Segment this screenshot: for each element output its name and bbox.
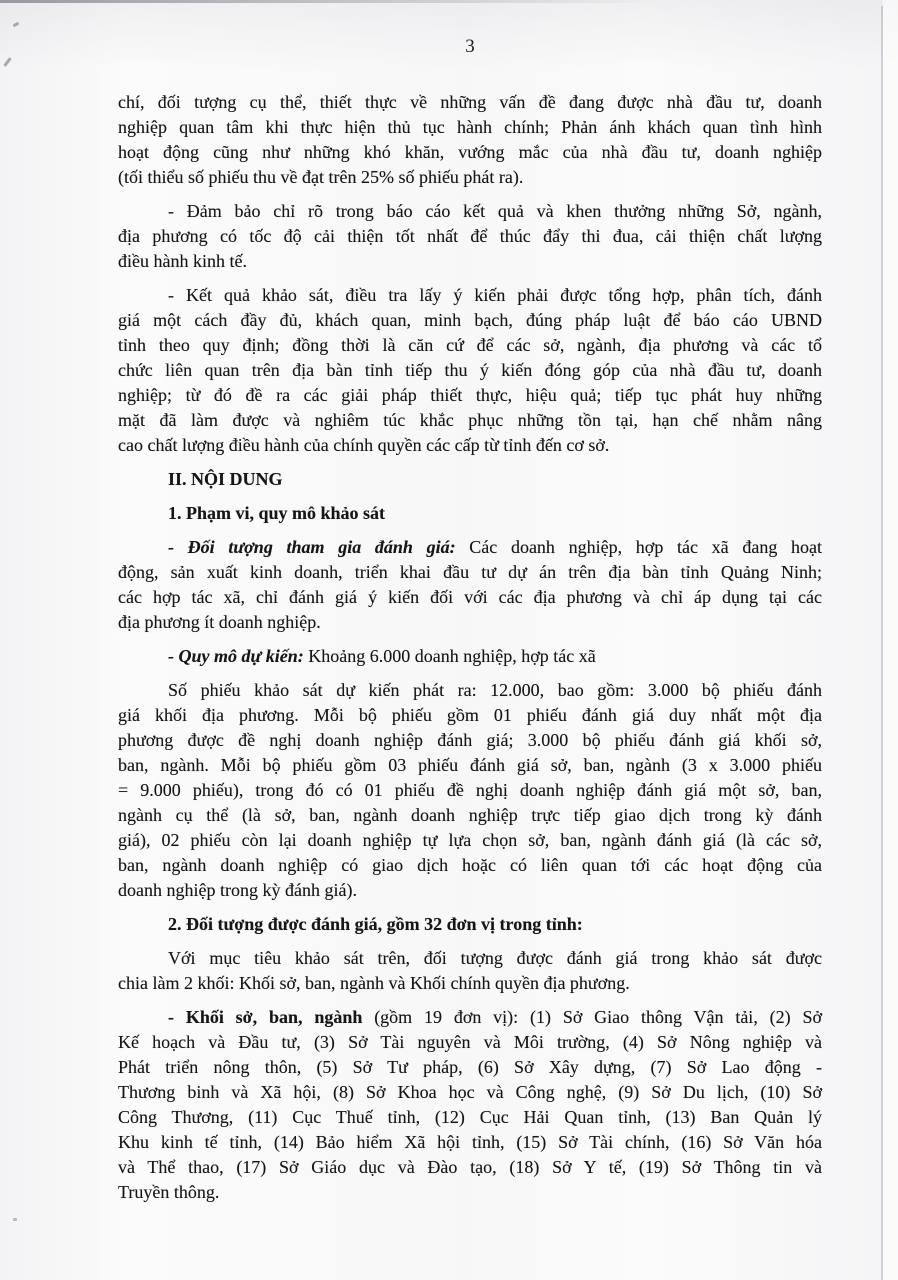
text-segment: - Quy mô dự kiến: [168, 646, 304, 666]
text-line [118, 803, 822, 828]
text-segment: chức liên quan trên địa bàn tỉnh tiếp thu ý kiến đóng góp của nhà đầu tư, doanh [118, 360, 822, 380]
text-line [118, 703, 822, 728]
text-line [118, 165, 822, 190]
text-segment: giá), 02 phiếu còn lại doanh nghiệp tự lựa chọn sở, ban, ngành đánh giá (là các sở, [118, 830, 822, 850]
text-segment: Công Thương, (11) Cục Thuế tỉnh, (12) Cục Hải Quan tỉnh, (13) Ban Quản lý [118, 1107, 822, 1127]
text-line [118, 433, 822, 458]
text-line [118, 753, 822, 778]
text-segment: tỉnh theo quy định; đồng thời là căn cứ để các sở, ngành, địa phương và các tổ [118, 335, 822, 355]
paragraph [118, 946, 822, 996]
scan-fold-line [881, 6, 883, 1280]
text-segment: và Thể thao, (17) Sở Giáo dục và Đào tạo, (18) Sở Y tế, (19) Sở Thông tin và [118, 1157, 822, 1177]
text-line [118, 408, 822, 433]
paragraph [118, 644, 822, 669]
document-body [118, 90, 822, 1214]
text-line [118, 140, 822, 165]
text-line [118, 501, 822, 526]
text-segment: Truyền thông. [118, 1182, 220, 1202]
text-line [118, 971, 822, 996]
text-segment: Thương binh và Xã hội, (8) Sở Khoa học và Công nghệ, (9) Sở Du lịch, (10) Sở [118, 1082, 822, 1102]
section-heading [118, 467, 822, 492]
text-segment: Với mục tiêu khảo sát trên, đối tượng được đánh giá trong khảo sát được [168, 948, 822, 968]
text-segment: - Đảm bảo chỉ rõ trong báo cáo kết quả và khen thưởng những Sở, ngành, [168, 201, 822, 221]
scan-speck [13, 22, 20, 27]
text-line [118, 1030, 822, 1055]
text-line [118, 333, 822, 358]
text-segment: Số phiếu khảo sát dự kiến phát ra: 12.000, bao gồm: 3.000 bộ phiếu đánh [168, 680, 822, 700]
text-segment: mặt đã làm được và nghiêm túc khắc phục những tồn tại, hạn chế nhằm nâng [118, 410, 822, 430]
text-line [118, 283, 822, 308]
text-segment: phương được đề nghị doanh nghiệp đánh giá; 3.000 bộ phiếu đánh giá khối sở, [118, 730, 822, 750]
text-segment: 1. Phạm vi, quy mô khảo sát [168, 503, 386, 523]
text-line [118, 90, 822, 115]
text-segment: (gồm 19 đơn vị): (1) Sở Giao thông Vận tải, (2) Sở [362, 1007, 822, 1027]
text-segment: ban, ngành. Mỗi bộ phiếu gồm 03 phiếu đánh giá sở, ban, ngành (3 x 3.000 phiếu [118, 755, 822, 775]
text-segment: (tối thiểu số phiếu thu về đạt trên 25% số phiếu phát ra). [118, 167, 524, 187]
paragraph [118, 90, 822, 190]
section-heading [118, 912, 822, 937]
paragraph [118, 199, 822, 274]
section-heading [118, 501, 822, 526]
text-segment: các hợp tác xã, chỉ đánh giá ý kiến đối với các địa phương và chỉ áp dụng tại các [118, 587, 822, 607]
text-line [118, 585, 822, 610]
text-line [118, 308, 822, 333]
text-segment: Kế hoạch và Đầu tư, (3) Sở Tài nguyên và Môi trường, (4) Sở Nông nghiệp và [118, 1032, 822, 1052]
text-line [118, 535, 822, 560]
text-line [118, 224, 822, 249]
text-line [118, 560, 822, 585]
text-segment: nghiệp quan tâm khi thực hiện thủ tục hành chính; Phản ánh khách quan tình hình [118, 117, 822, 137]
scan-top-edge-line [0, 0, 660, 3]
text-segment: Khoảng 6.000 doanh nghiệp, hợp tác xã [303, 646, 596, 666]
text-segment: giá một cách đầy đủ, khách quan, minh bạch, đúng pháp luật để báo cáo UBND [118, 310, 822, 330]
text-segment: địa phương ít doanh nghiệp. [118, 612, 321, 632]
text-line [118, 199, 822, 224]
text-segment: ban, ngành doanh nghiệp có giao dịch hoặc có liên quan tới các hoạt động của [118, 855, 822, 875]
text-segment: - Kết quả khảo sát, điều tra lấy ý kiến phải được tổng hợp, phân tích, đánh [168, 285, 822, 305]
text-segment: 2. Đối tượng được đánh giá, gồm 32 đơn vị trong tỉnh: [168, 914, 583, 934]
paragraph [118, 1005, 822, 1205]
text-line [118, 828, 822, 853]
paragraph [118, 678, 822, 903]
text-segment: hoạt động cũng như những khó khăn, vướng mắc của nhà đầu tư, doanh nghiệp [118, 142, 822, 162]
text-line [118, 1105, 822, 1130]
text-line [118, 946, 822, 971]
text-line [118, 878, 822, 903]
text-segment: giá khối địa phương. Mỗi bộ phiếu gồm 01 phiếu đánh giá duy nhất một địa [118, 705, 822, 725]
text-segment: chí, đối tượng cụ thể, thiết thực về những vấn đề đang được nhà đầu tư, doanh [118, 92, 822, 112]
text-segment: điều hành kinh tế. [118, 251, 247, 271]
text-line [118, 467, 822, 492]
text-line [118, 383, 822, 408]
text-line [118, 1055, 822, 1080]
text-segment: ngành cụ thể (là sở, ban, ngành doanh nghiệp trực tiếp giao dịch trong kỳ đánh [118, 805, 822, 825]
text-line [118, 853, 822, 878]
text-line [118, 1180, 822, 1205]
text-line [118, 610, 822, 635]
text-segment: - Đối tượng tham gia đánh giá: [168, 537, 456, 557]
text-line [118, 778, 822, 803]
paragraph [118, 283, 822, 458]
page-number: 3 [465, 36, 475, 57]
text-segment: - Khối sở, ban, ngành [168, 1007, 363, 1027]
text-segment: động, sản xuất kinh doanh, triển khai đầu tư dự án trên địa bàn tỉnh Quảng Ninh; [118, 562, 822, 582]
text-segment: Các doanh nghiệp, hợp tác xã đang hoạt [455, 537, 822, 557]
text-segment: II. NỘI DUNG [168, 469, 283, 489]
text-segment: Khu kinh tế tỉnh, (14) Bảo hiểm Xã hội tỉnh, (15) Sở Tài chính, (16) Sở Văn hóa [118, 1132, 822, 1152]
text-segment: địa phương có tốc độ cải thiện tốt nhất để thúc đẩy thi đua, cải thiện chất lượng [118, 226, 822, 246]
scan-edge-band [883, 0, 898, 1280]
text-line [118, 912, 822, 937]
text-line [118, 644, 822, 669]
paragraph [118, 535, 822, 635]
text-line [118, 1080, 822, 1105]
text-line [118, 1005, 822, 1030]
scan-speck [3, 57, 12, 67]
text-line [118, 728, 822, 753]
text-line [118, 1130, 822, 1155]
text-line [118, 678, 822, 703]
text-line [118, 358, 822, 383]
text-line [118, 249, 822, 274]
text-segment: = 9.000 phiếu), trong đó có 01 phiếu đề nghị doanh nghiệp đánh giá một sở, ban, [118, 780, 822, 800]
text-segment: cao chất lượng điều hành của chính quyền các cấp từ tỉnh đến cơ sở. [118, 435, 610, 455]
text-segment: chia làm 2 khối: Khối sở, ban, ngành và Khối chính quyền địa phương. [118, 973, 630, 993]
text-segment: nghiệp; từ đó đề ra các giải pháp thiết thực, hiệu quả; tiếp tục phát huy những [118, 385, 822, 405]
text-line [118, 115, 822, 140]
scan-speck [13, 1218, 17, 1221]
text-segment: Phát triển nông thôn, (5) Sở Tư pháp, (6) Sở Xây dựng, (7) Sở Lao động - [118, 1057, 822, 1077]
text-line [118, 1155, 822, 1180]
text-segment: doanh nghiệp trong kỳ đánh giá). [118, 880, 357, 900]
